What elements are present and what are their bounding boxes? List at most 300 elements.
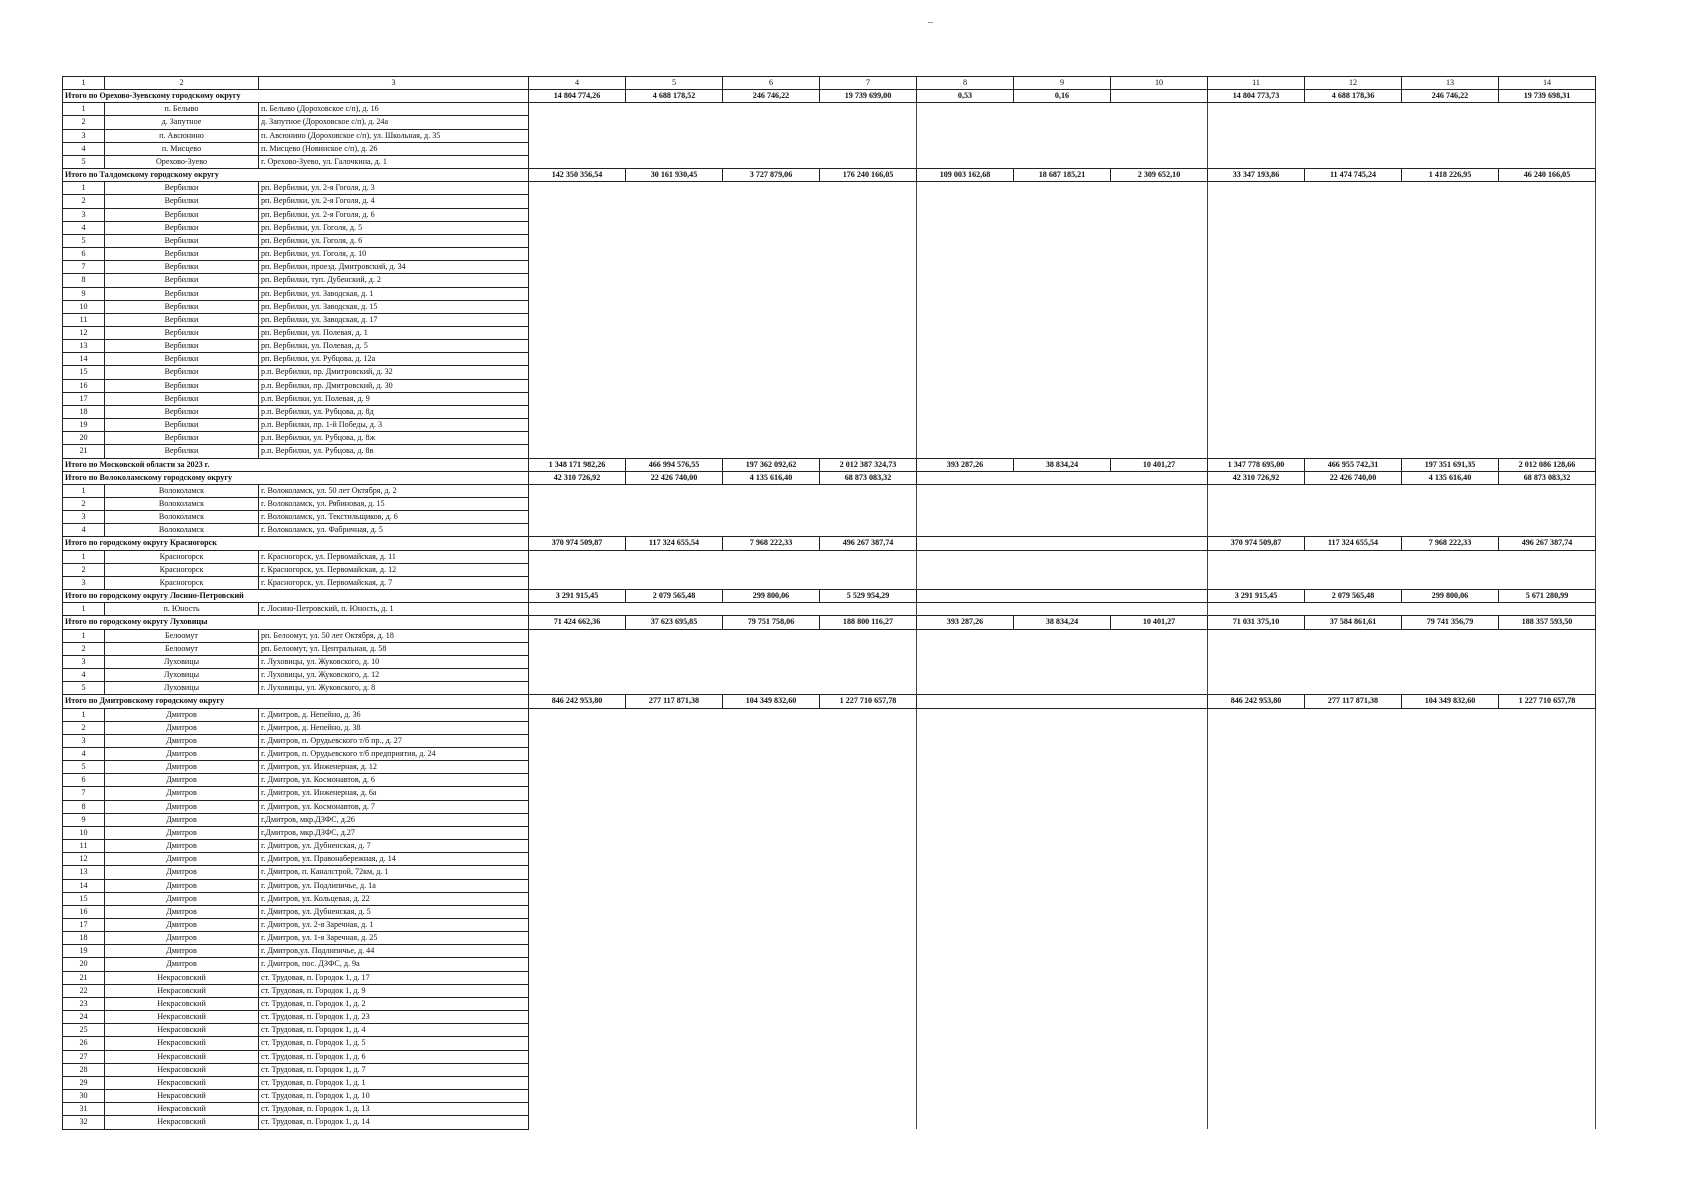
subtotal-row [63, 695, 1596, 708]
empty-cell [626, 1063, 723, 1076]
empty-cell [1305, 445, 1402, 458]
empty-cell [820, 853, 917, 866]
empty-cell [529, 563, 626, 576]
settlement-cell: Вербилки [105, 287, 259, 300]
empty-cell [1208, 879, 1305, 892]
empty-cell [1111, 958, 1208, 971]
empty-cell [1499, 787, 1596, 800]
empty-cell [820, 155, 917, 168]
address-cell: р.п. Вербилки, ул. Полевая, д. 9 [259, 392, 529, 405]
empty-cell [1208, 195, 1305, 208]
address-cell: р.п. Вербилки, пр. Дмитровский, д. 32 [259, 366, 529, 379]
empty-cell [1208, 498, 1305, 511]
empty-cell [1402, 300, 1499, 313]
empty-cell [1499, 576, 1596, 589]
total-value-col-4: 846 242 953,80 [529, 695, 626, 708]
empty-cell [917, 208, 1014, 221]
empty-cell [626, 287, 723, 300]
empty-cell [1014, 537, 1111, 550]
empty-cell [917, 392, 1014, 405]
empty-cell [1305, 1076, 1402, 1089]
empty-cell [723, 866, 820, 879]
total-value-col-9: 0,16 [1014, 90, 1111, 103]
empty-cell [1208, 576, 1305, 589]
total-value-col-5: 22 426 740,00 [626, 471, 723, 484]
total-value-col-7: 2 012 387 324,73 [820, 458, 917, 471]
empty-cell [1014, 195, 1111, 208]
empty-cell [1305, 116, 1402, 129]
empty-cell [626, 840, 723, 853]
total-value-col-7: 496 267 387,74 [820, 537, 917, 550]
row-number: 2 [63, 721, 105, 734]
empty-cell [820, 642, 917, 655]
total-value-col-7: 1 227 710 657,78 [820, 695, 917, 708]
table-row [63, 274, 1596, 287]
empty-cell [820, 984, 917, 997]
table-row [63, 129, 1596, 142]
empty-cell [1014, 261, 1111, 274]
empty-cell [1499, 511, 1596, 524]
empty-cell [1499, 208, 1596, 221]
table-row [63, 892, 1596, 905]
empty-cell [1014, 629, 1111, 642]
empty-cell [1111, 274, 1208, 287]
empty-cell [917, 747, 1014, 760]
empty-cell [1014, 182, 1111, 195]
table-row [63, 1076, 1596, 1089]
empty-cell [1208, 1037, 1305, 1050]
empty-cell [1305, 524, 1402, 537]
empty-cell [917, 182, 1014, 195]
empty-cell [1402, 392, 1499, 405]
row-number: 25 [63, 1024, 105, 1037]
empty-cell [1208, 813, 1305, 826]
empty-cell [1111, 655, 1208, 668]
empty-cell [1014, 1050, 1111, 1063]
empty-cell [626, 800, 723, 813]
total-value-col-13: 299 800,06 [1402, 590, 1499, 603]
empty-cell [1014, 787, 1111, 800]
table-row [63, 1090, 1596, 1103]
empty-cell [1499, 682, 1596, 695]
settlement-cell: Вербилки [105, 366, 259, 379]
empty-cell [1499, 655, 1596, 668]
empty-cell [1305, 603, 1402, 616]
empty-cell [1208, 1116, 1305, 1129]
table-row [63, 300, 1596, 313]
table-row [63, 629, 1596, 642]
settlement-cell: Дмитров [105, 919, 259, 932]
empty-cell [626, 1116, 723, 1129]
empty-cell [1499, 366, 1596, 379]
row-number: 19 [63, 945, 105, 958]
empty-cell [723, 155, 820, 168]
empty-cell [820, 734, 917, 747]
total-value-col-6: 7 968 222,33 [723, 537, 820, 550]
empty-cell [723, 392, 820, 405]
empty-cell [626, 971, 723, 984]
settlement-cell: Луховицы [105, 682, 259, 695]
empty-cell [626, 195, 723, 208]
empty-cell [1499, 116, 1596, 129]
total-value-col-14: 2 012 086 128,66 [1499, 458, 1596, 471]
table-row [63, 1116, 1596, 1129]
empty-cell [529, 550, 626, 563]
settlement-cell: Вербилки [105, 234, 259, 247]
empty-cell [820, 682, 917, 695]
empty-cell [529, 747, 626, 760]
row-number: 18 [63, 405, 105, 418]
empty-cell [1499, 629, 1596, 642]
total-value-col-4: 14 804 774,26 [529, 90, 626, 103]
total-value-col-14: 188 357 593,50 [1499, 616, 1596, 629]
empty-cell [1208, 787, 1305, 800]
settlement-cell: Дмитров [105, 774, 259, 787]
empty-cell [1499, 1037, 1596, 1050]
empty-cell [1305, 892, 1402, 905]
empty-cell [1402, 248, 1499, 261]
empty-cell [1014, 945, 1111, 958]
empty-cell [1305, 313, 1402, 326]
table-row [63, 563, 1596, 576]
settlement-cell: п. Юность [105, 603, 259, 616]
empty-cell [1499, 813, 1596, 826]
row-number: 17 [63, 919, 105, 932]
settlement-cell: Вербилки [105, 248, 259, 261]
empty-cell [1111, 787, 1208, 800]
empty-cell [917, 708, 1014, 721]
empty-cell [1208, 655, 1305, 668]
settlement-cell: Вербилки [105, 379, 259, 392]
empty-cell [1305, 747, 1402, 760]
address-cell: г.Дмитров, мкр.ДЗФС, д.27 [259, 826, 529, 839]
empty-cell [820, 313, 917, 326]
empty-cell [917, 261, 1014, 274]
empty-cell [1305, 1050, 1402, 1063]
empty-cell [1014, 405, 1111, 418]
empty-cell [1208, 550, 1305, 563]
empty-cell [723, 800, 820, 813]
empty-cell [820, 550, 917, 563]
empty-cell [723, 813, 820, 826]
empty-cell [1499, 866, 1596, 879]
empty-cell [1305, 142, 1402, 155]
empty-cell [820, 919, 917, 932]
column-number: 3 [259, 77, 529, 90]
empty-cell [626, 813, 723, 826]
table-row [63, 905, 1596, 918]
address-cell: г. Красногорск, ул. Первомайская, д. 12 [259, 563, 529, 576]
settlement-cell: Дмитров [105, 840, 259, 853]
empty-cell [917, 419, 1014, 432]
empty-cell [626, 1103, 723, 1116]
row-number: 21 [63, 971, 105, 984]
empty-cell [529, 1037, 626, 1050]
empty-cell [626, 340, 723, 353]
address-cell: п. Авсюнино (Дороховское с/п), ул. Школьная, д. 35 [259, 129, 529, 142]
empty-cell [1305, 129, 1402, 142]
empty-cell [1499, 340, 1596, 353]
empty-cell [1499, 498, 1596, 511]
empty-cell [1014, 826, 1111, 839]
empty-cell [820, 1037, 917, 1050]
empty-cell [1305, 1116, 1402, 1129]
empty-cell [1402, 550, 1499, 563]
empty-cell [529, 313, 626, 326]
empty-cell [917, 155, 1014, 168]
total-value-col-7: 188 800 116,27 [820, 616, 917, 629]
total-value-col-5: 37 623 695,85 [626, 616, 723, 629]
settlement-cell: Дмитров [105, 958, 259, 971]
empty-cell [1014, 511, 1111, 524]
empty-cell [529, 708, 626, 721]
table-row [63, 511, 1596, 524]
empty-cell [1208, 984, 1305, 997]
empty-cell [1208, 958, 1305, 971]
total-value-col-11: 3 291 915,45 [1208, 590, 1305, 603]
empty-cell [820, 484, 917, 497]
table-row [63, 248, 1596, 261]
total-value-col-5: 117 324 655,54 [626, 537, 723, 550]
address-cell: г. Дмитров, п. Каналстрой, 72км, д. 1 [259, 866, 529, 879]
total-value-col-4: 71 424 662,36 [529, 616, 626, 629]
empty-cell [1402, 103, 1499, 116]
settlement-cell: Вербилки [105, 340, 259, 353]
empty-cell [1305, 1103, 1402, 1116]
table-row [63, 576, 1596, 589]
empty-cell [1305, 287, 1402, 300]
empty-cell [1305, 708, 1402, 721]
row-number: 6 [63, 248, 105, 261]
empty-cell [917, 682, 1014, 695]
subtotal-row [63, 616, 1596, 629]
total-value-col-4: 142 350 356,54 [529, 169, 626, 182]
empty-cell [1111, 208, 1208, 221]
settlement-cell: Вербилки [105, 405, 259, 418]
empty-cell [1499, 800, 1596, 813]
empty-cell [1111, 471, 1208, 484]
settlement-cell: Вербилки [105, 445, 259, 458]
row-number: 19 [63, 419, 105, 432]
empty-cell [1402, 129, 1499, 142]
row-number: 11 [63, 840, 105, 853]
empty-cell [626, 379, 723, 392]
empty-cell [1111, 945, 1208, 958]
empty-cell [1208, 405, 1305, 418]
row-number: 12 [63, 326, 105, 339]
empty-cell [1111, 511, 1208, 524]
settlement-cell: Дмитров [105, 813, 259, 826]
empty-cell [820, 287, 917, 300]
empty-cell [529, 984, 626, 997]
empty-cell [1014, 1076, 1111, 1089]
settlement-cell: Некрасовский [105, 1116, 259, 1129]
address-cell: г. Дмитров, д. Непейно, д. 38 [259, 721, 529, 734]
empty-cell [1499, 353, 1596, 366]
report-table [62, 76, 1596, 1130]
total-value-col-6: 3 727 879,06 [723, 169, 820, 182]
empty-cell [1014, 1063, 1111, 1076]
row-number: 1 [63, 484, 105, 497]
empty-cell [1305, 1024, 1402, 1037]
empty-cell [529, 195, 626, 208]
empty-cell [626, 1090, 723, 1103]
empty-cell [1402, 182, 1499, 195]
row-number: 13 [63, 866, 105, 879]
empty-cell [723, 1011, 820, 1024]
subtotal-label: Итого по Талдомскому городскому округу [63, 169, 529, 182]
empty-cell [1499, 392, 1596, 405]
empty-cell [1305, 326, 1402, 339]
empty-cell [1111, 524, 1208, 537]
empty-cell [1499, 997, 1596, 1010]
empty-cell [1305, 366, 1402, 379]
row-number: 14 [63, 353, 105, 366]
address-cell: р.п. Вербилки, ул. Рубцова, д. 8в [259, 445, 529, 458]
empty-cell [1499, 379, 1596, 392]
address-cell: ст. Трудовая, п. Городок 1, д. 4 [259, 1024, 529, 1037]
empty-cell [1305, 550, 1402, 563]
empty-cell [723, 524, 820, 537]
empty-cell [626, 1011, 723, 1024]
row-number: 11 [63, 313, 105, 326]
empty-cell [529, 682, 626, 695]
subtotal-row [63, 471, 1596, 484]
empty-cell [626, 787, 723, 800]
empty-cell [529, 761, 626, 774]
empty-cell [1208, 563, 1305, 576]
empty-cell [1499, 984, 1596, 997]
empty-cell [1402, 234, 1499, 247]
empty-cell [723, 142, 820, 155]
empty-cell [1111, 142, 1208, 155]
empty-cell [1208, 997, 1305, 1010]
empty-cell [723, 287, 820, 300]
empty-cell [1305, 1037, 1402, 1050]
empty-cell [1305, 563, 1402, 576]
table-row [63, 1103, 1596, 1116]
table-row [63, 655, 1596, 668]
empty-cell [529, 340, 626, 353]
empty-cell [820, 826, 917, 839]
empty-cell [1402, 958, 1499, 971]
empty-cell [723, 669, 820, 682]
row-number: 15 [63, 366, 105, 379]
report-table-body [63, 77, 1596, 1130]
empty-cell [820, 419, 917, 432]
total-value-col-13: 4 135 616,40 [1402, 471, 1499, 484]
row-number: 9 [63, 287, 105, 300]
row-number: 4 [63, 669, 105, 682]
total-value-col-6: 104 349 832,60 [723, 695, 820, 708]
empty-cell [1014, 471, 1111, 484]
empty-cell [529, 261, 626, 274]
empty-cell [1499, 1076, 1596, 1089]
empty-cell [1111, 682, 1208, 695]
empty-cell [1499, 432, 1596, 445]
table-row [63, 669, 1596, 682]
row-number: 8 [63, 800, 105, 813]
empty-cell [1014, 576, 1111, 589]
empty-cell [1402, 669, 1499, 682]
empty-cell [1208, 629, 1305, 642]
empty-cell [626, 866, 723, 879]
empty-cell [1208, 642, 1305, 655]
empty-cell [917, 340, 1014, 353]
empty-cell [917, 326, 1014, 339]
total-value-col-14: 1 227 710 657,78 [1499, 695, 1596, 708]
empty-cell [917, 853, 1014, 866]
empty-cell [820, 103, 917, 116]
empty-cell [1402, 945, 1499, 958]
empty-cell [917, 576, 1014, 589]
row-number: 5 [63, 761, 105, 774]
empty-cell [1499, 919, 1596, 932]
empty-cell [626, 603, 723, 616]
empty-cell [1402, 734, 1499, 747]
empty-cell [917, 734, 1014, 747]
empty-cell [1402, 721, 1499, 734]
empty-cell [529, 484, 626, 497]
total-value-col-7: 5 529 954,29 [820, 590, 917, 603]
empty-cell [626, 576, 723, 589]
empty-cell [820, 274, 917, 287]
table-row [63, 932, 1596, 945]
empty-cell [1402, 142, 1499, 155]
total-value-col-11: 370 974 509,87 [1208, 537, 1305, 550]
column-number: 11 [1208, 77, 1305, 90]
address-cell: рп. Вербилки, ул. 2-я Гоголя, д. 3 [259, 182, 529, 195]
empty-cell [529, 103, 626, 116]
empty-cell [723, 971, 820, 984]
empty-cell [723, 432, 820, 445]
empty-cell [529, 155, 626, 168]
empty-cell [1208, 103, 1305, 116]
row-number: 13 [63, 340, 105, 353]
empty-cell [626, 155, 723, 168]
empty-cell [529, 866, 626, 879]
empty-cell [917, 129, 1014, 142]
empty-cell [1111, 1063, 1208, 1076]
empty-cell [1402, 326, 1499, 339]
empty-cell [626, 221, 723, 234]
empty-cell [1014, 892, 1111, 905]
settlement-cell: Белоомут [105, 629, 259, 642]
empty-cell [1111, 195, 1208, 208]
empty-cell [723, 734, 820, 747]
empty-cell [626, 103, 723, 116]
total-value-col-12: 11 474 745,24 [1305, 169, 1402, 182]
empty-cell [1111, 392, 1208, 405]
empty-cell [626, 879, 723, 892]
empty-cell [529, 274, 626, 287]
empty-cell [1402, 997, 1499, 1010]
empty-cell [1499, 932, 1596, 945]
empty-cell [917, 787, 1014, 800]
empty-cell [723, 261, 820, 274]
empty-cell [1499, 905, 1596, 918]
empty-cell [1111, 445, 1208, 458]
table-row [63, 997, 1596, 1010]
address-cell: г. Дмитров, ул. Инженерная, д. 12 [259, 761, 529, 774]
empty-cell [626, 774, 723, 787]
empty-cell [1402, 524, 1499, 537]
address-cell: рп. Вербилки, ул. 2-я Гоголя, д. 4 [259, 195, 529, 208]
address-cell: рп. Вербилки, ул. Заводская, д. 17 [259, 313, 529, 326]
empty-cell [723, 1037, 820, 1050]
row-number: 12 [63, 853, 105, 866]
empty-cell [723, 892, 820, 905]
